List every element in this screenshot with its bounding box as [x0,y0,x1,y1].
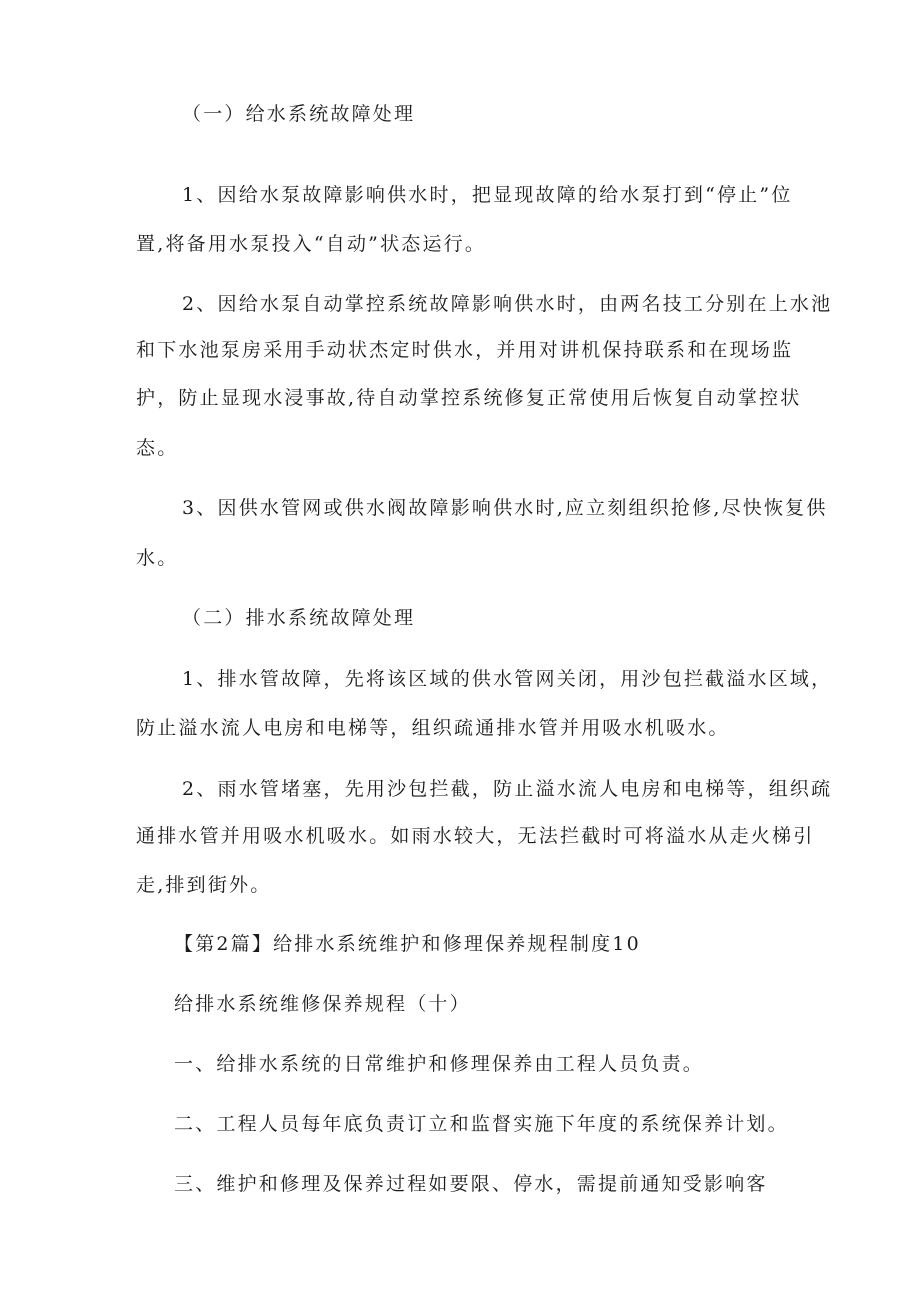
paragraph-line: 和下水池泵房采用手动状杰定时供水，并用对讲机保持联系和在现场监 [136,339,794,361]
rule-item: 二、工程人员每年底负责订立和监督实施下年度的系统保养计划。 [174,1113,789,1135]
sub-title: 给排水系统维修保养规程（十） [174,993,471,1015]
paragraph-line: 水。 [136,547,179,569]
rule-item: 一、给排水系统的日常维护和修理保养由工程人员负责。 [174,1053,705,1075]
paragraph-line: 态。 [136,437,179,459]
paragraph-line: 1、因给水泵故障影响供水时，把显现故障的给水泵打到“停止”位 [182,184,793,206]
paragraph-line: 通排水管并用吸水机吸水。如雨水较大，无法拦截时可将溢水从走火梯引 [136,825,815,847]
rule-item: 三、维护和修理及保养过程如要限、停水，需提前通知受影响客 [174,1173,768,1195]
section-heading-drainage: （二）排水系统故障处理 [182,607,416,629]
paragraph-line: 防止溢水流人电房和电梯等，组织疏通排水管并用吸水机吸水。 [136,717,730,739]
paragraph-line: 2、雨水管堵塞，先用沙包拦截，防止溢水流人电房和电梯等，组织疏 [182,778,833,800]
paragraph-line: 2、因给水泵自动掌控系统故障影响供水时，由两名技工分别在上水池 [182,293,833,315]
paragraph-line: 置,将备用水泵投入“自动”状态运行。 [136,233,487,255]
paragraph-line: 1、排水管故障，先将该区域的供水管网关闭，用沙包拦截溢水区域， [182,668,833,690]
paragraph-line: 3、因供水管网或供水阀故障影响供水时,应立刻组织抢修,尽快恢复供 [182,497,828,519]
section-heading-water-supply: （一）给水系统故障处理 [182,103,416,125]
paragraph-line: 走,排到街外。 [136,874,272,896]
paragraph-line: 护，防止显现水浸事故,待自动掌控系统修复正常使用后恢复自动掌控状 [136,387,802,409]
article-title: 【第2篇】给排水系统维护和修理保养规程制度10 [174,933,641,955]
